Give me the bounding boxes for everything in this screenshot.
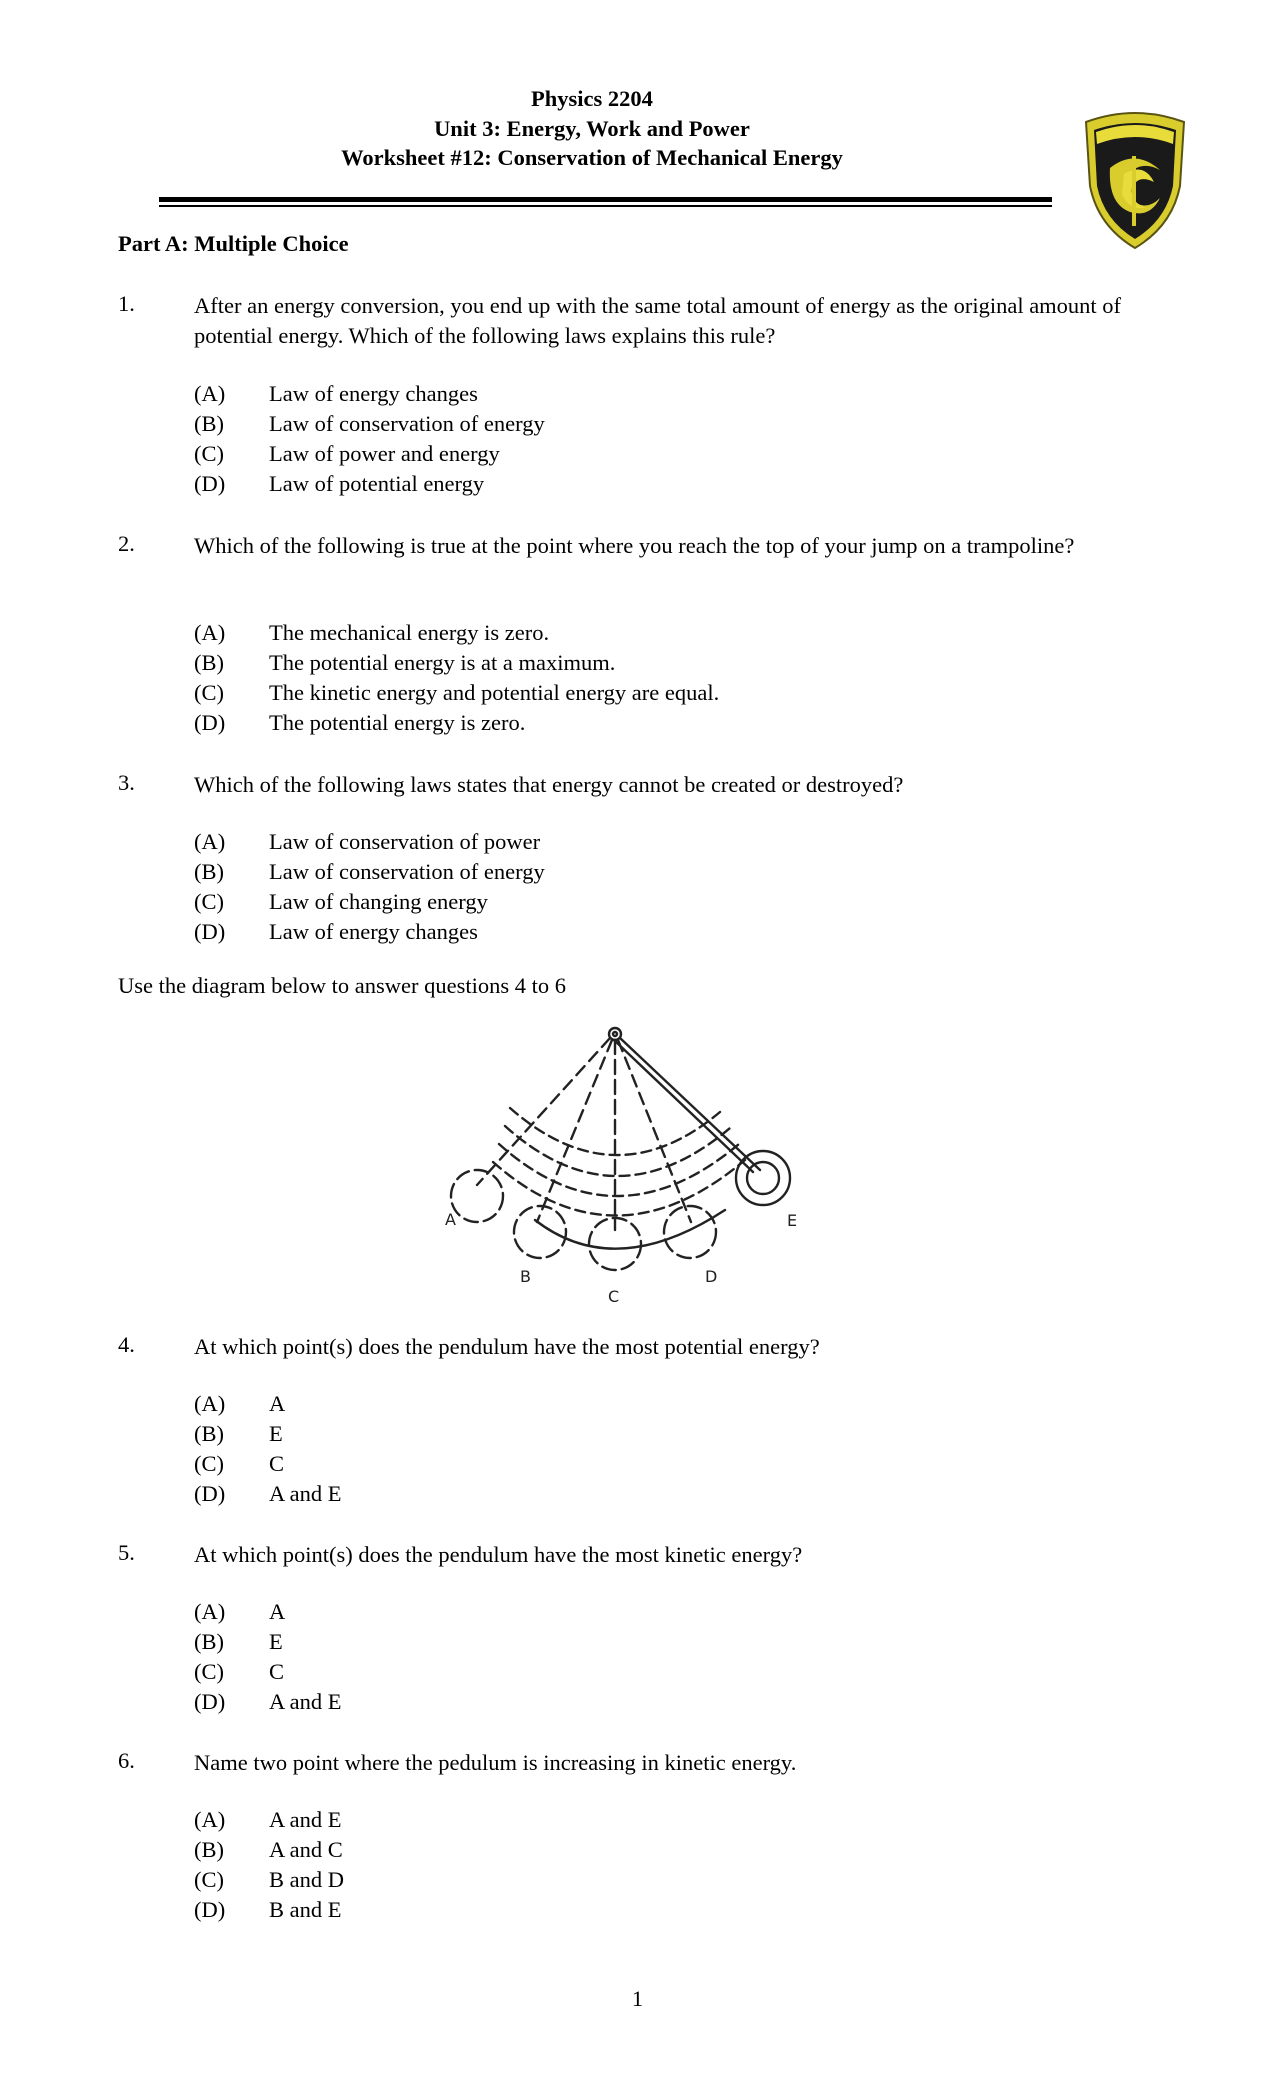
option-text: The kinetic energy and potential energy are equal. (269, 680, 720, 705)
question-text: Which of the following laws states that energy cannot be created or destroyed? (194, 772, 904, 797)
question-number: 1. (118, 291, 135, 316)
course-title: Physics 2204 (531, 86, 653, 111)
option-label: (D) (194, 710, 226, 735)
page-number: 1 (631, 1986, 644, 2011)
option-label: (C) (194, 1659, 224, 1684)
option-text: A and E (269, 1807, 342, 1832)
option-label: (B) (194, 411, 224, 436)
question-number: 5. (118, 1540, 135, 1565)
option-label: (D) (194, 919, 226, 944)
point-label-c: C (608, 1287, 620, 1306)
option-text: A and E (269, 1689, 342, 1714)
option-label: (B) (194, 650, 224, 675)
school-crest-logo (1080, 108, 1190, 250)
option-label: (D) (194, 1897, 226, 1922)
pendulum-diagram (425, 1020, 805, 1306)
point-label-a: A (445, 1210, 456, 1229)
question-text: After an energy conversion, you end up with the same total amount of energy as the original amount of potential energy. Which of the following laws explains this rule? (194, 293, 1122, 348)
option-label: (A) (194, 1807, 226, 1832)
header-rule-thin (159, 205, 1052, 207)
option-text: The potential energy is at a maximum. (269, 650, 616, 675)
diagram-instruction: Use the diagram below to answer questions 4 to 6 (118, 973, 567, 998)
option-label: (C) (194, 889, 224, 914)
option-text: B and D (269, 1867, 344, 1892)
option-label: (D) (194, 471, 226, 496)
option-label: (B) (194, 1421, 224, 1446)
option-text: Law of power and energy (269, 441, 500, 466)
question-text: Which of the following is true at the point where you reach the top of your jump on a trampoline? (194, 533, 1075, 558)
option-label: (A) (194, 620, 226, 645)
question-text: At which point(s) does the pendulum have the most potential energy? (194, 1334, 820, 1359)
option-text: The mechanical energy is zero. (269, 620, 550, 645)
point-label-e: E (787, 1211, 798, 1230)
option-text: A and E (269, 1481, 342, 1506)
question-number: 6. (118, 1748, 135, 1773)
option-label: (B) (194, 1629, 224, 1654)
question-number: 4. (118, 1332, 135, 1357)
option-text: Law of energy changes (269, 919, 478, 944)
option-label: (D) (194, 1481, 226, 1506)
option-label: (B) (194, 859, 224, 884)
option-text: Law of energy changes (269, 381, 478, 406)
option-text: A and C (269, 1837, 343, 1862)
option-text: The potential energy is zero. (269, 710, 526, 735)
option-label: (A) (194, 381, 226, 406)
option-label: (C) (194, 1867, 224, 1892)
worksheet-header (0, 84, 1184, 173)
option-text: Law of conservation of power (269, 829, 541, 854)
option-label: (B) (194, 1837, 224, 1862)
option-text: Law of conservation of energy (269, 859, 545, 884)
option-label: (A) (194, 1391, 226, 1416)
option-label: (A) (194, 829, 226, 854)
option-text: B and E (269, 1897, 342, 1922)
option-label: (C) (194, 1451, 224, 1476)
option-label: (A) (194, 1599, 226, 1624)
question-text: At which point(s) does the pendulum have the most kinetic energy? (194, 1542, 803, 1567)
option-label: (C) (194, 441, 224, 466)
unit-title: Unit 3: Energy, Work and Power (434, 115, 750, 141)
point-label-d: D (705, 1267, 718, 1286)
option-label: (D) (194, 1689, 226, 1714)
option-text: C (269, 1451, 285, 1476)
header-rule-thick (159, 197, 1052, 202)
option-text: A (269, 1391, 286, 1416)
option-text: Law of potential energy (269, 471, 485, 496)
option-text: E (269, 1421, 283, 1446)
worksheet-title: Worksheet #12: Conservation of Mechanical Energy (341, 145, 843, 170)
option-label: (C) (194, 680, 224, 705)
point-label-b: B (520, 1267, 531, 1286)
option-text: Law of conservation of energy (269, 411, 545, 436)
option-text: E (269, 1629, 283, 1654)
question-number: 2. (118, 531, 135, 556)
option-text: Law of changing energy (269, 889, 488, 914)
question-number: 3. (118, 770, 135, 795)
option-text: A (269, 1599, 286, 1624)
question-text: Name two point where the pedulum is increasing in kinetic energy. (194, 1750, 797, 1775)
part-a-title: Part A: Multiple Choice (118, 231, 349, 256)
option-text: C (269, 1659, 285, 1684)
